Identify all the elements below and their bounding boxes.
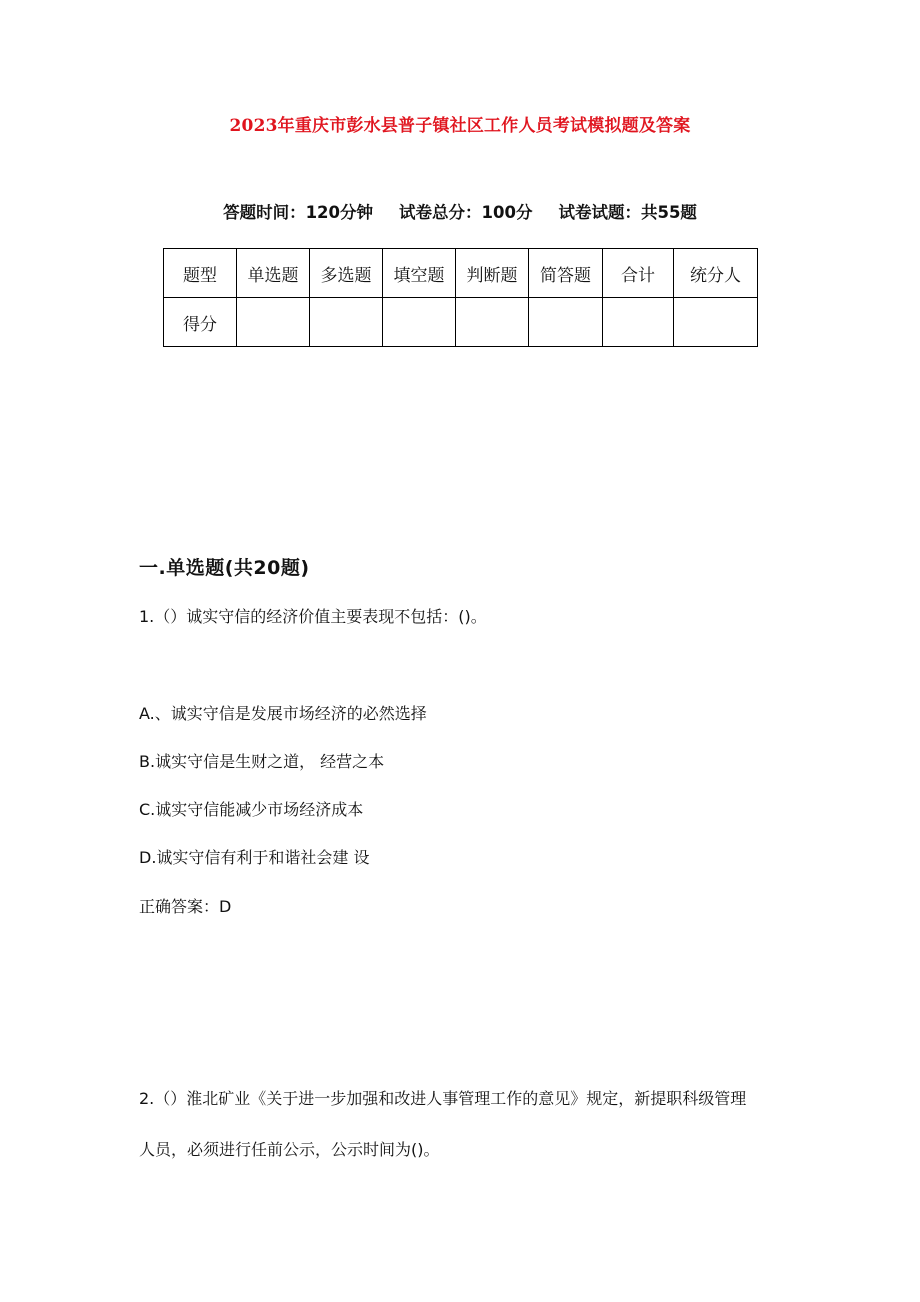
exam-total-score: 试卷总分：100分 xyxy=(399,203,533,222)
question-1-option-d: D.诚实守信有利于和谐社会建 设 xyxy=(139,848,370,867)
exam-question-count: 试卷试题：共55题 xyxy=(558,203,697,222)
question-2-stem-line-1: 2.（）淮北矿业《关于进一步加强和改进人事管理工作的意见》规定，新提职科级管理 xyxy=(139,1089,747,1108)
score-table-header: 填空题 xyxy=(383,249,456,298)
exam-info xyxy=(0,199,920,223)
question-2-stem-line-2: 人员，必须进行任前公示，公示时间为()。 xyxy=(139,1140,440,1159)
score-table xyxy=(163,248,758,347)
score-cell xyxy=(456,298,529,347)
question-1-answer: 正确答案：D xyxy=(139,897,232,916)
section-title: 一.单选题(共20题) xyxy=(139,557,310,579)
score-table-header: 多选题 xyxy=(310,249,383,298)
score-row-label: 得分 xyxy=(164,298,237,347)
score-cell xyxy=(529,298,603,347)
score-table-header: 题型 xyxy=(164,249,237,298)
score-table-header: 简答题 xyxy=(529,249,603,298)
score-table-header: 判断题 xyxy=(456,249,529,298)
score-table-header: 合计 xyxy=(603,249,674,298)
question-1-option-c: C.诚实守信能减少市场经济成本 xyxy=(139,800,364,819)
score-cell xyxy=(383,298,456,347)
question-1-option-b: B.诚实守信是生财之道， 经营之本 xyxy=(139,752,385,771)
score-cell xyxy=(603,298,674,347)
score-table-header: 统分人 xyxy=(674,249,758,298)
exam-time: 答题时间：120分钟 xyxy=(223,203,374,222)
score-table-score-row xyxy=(164,298,758,347)
question-1-stem: 1.（）诚实守信的经济价值主要表现不包括：()。 xyxy=(139,607,487,626)
document-title: 2023年重庆市彭水县普子镇社区工作人员考试模拟题及答案 xyxy=(229,116,691,136)
score-cell xyxy=(310,298,383,347)
question-1-option-a: A.、诚实守信是发展市场经济的必然选择 xyxy=(139,704,427,723)
score-cell xyxy=(674,298,758,347)
score-table-header: 单选题 xyxy=(237,249,310,298)
score-table-header-row xyxy=(164,249,758,298)
score-cell xyxy=(237,298,310,347)
